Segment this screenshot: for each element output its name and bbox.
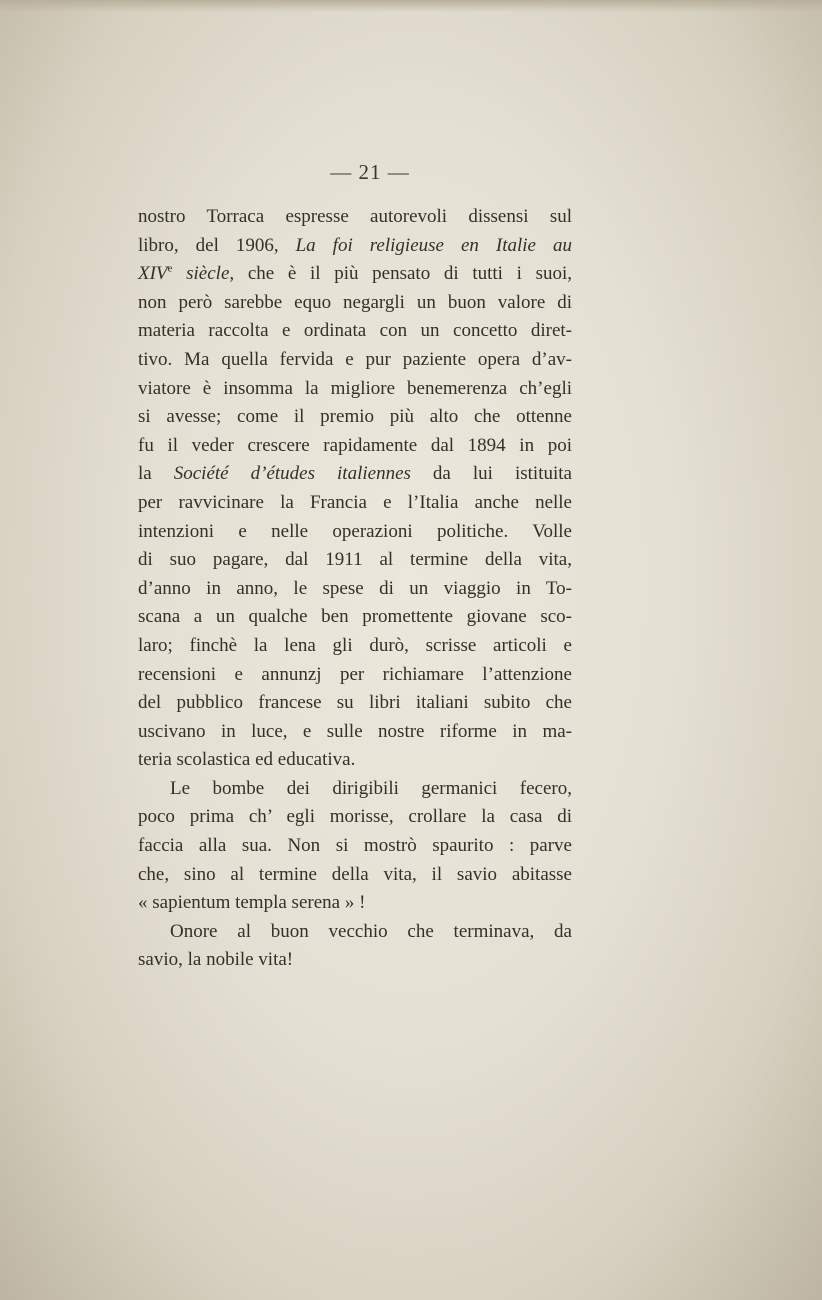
text-line: [138, 403, 572, 432]
text-line: [138, 317, 572, 346]
text-run: la: [138, 463, 174, 485]
text-line: [138, 689, 572, 718]
text-run: che, sino al termine della vita, il savio abitasse: [138, 863, 572, 885]
text-line: [138, 432, 572, 461]
text-line: [138, 460, 572, 489]
text-run: libro, del 1906,: [138, 234, 296, 256]
text-line: [138, 946, 572, 975]
text-run: viatore è insomma la migliore benemerenza ch’egli: [138, 377, 572, 399]
page-number: — 21 —: [330, 160, 410, 184]
text-line: [138, 203, 572, 232]
text-line: [138, 775, 572, 804]
text-run: si avesse; come il premio più alto che ottenne: [138, 406, 572, 428]
text-run: d’anno in anno, le spese di un viaggio in To-: [138, 577, 572, 599]
text-run: laro; finchè la lena gli durò, scrisse articoli e: [138, 634, 572, 656]
superscript: e: [167, 262, 173, 275]
text-line: [138, 918, 572, 947]
text-run: fu il veder crescere rapidamente dal 1894 in poi: [138, 434, 572, 456]
text-line: [138, 518, 572, 547]
text-run: [172, 263, 186, 284]
text-run: di suo pagare, dal 1911 al termine della vita,: [138, 549, 572, 571]
text-line: [138, 661, 572, 690]
page-edge-shading: [0, 0, 822, 12]
text-run: intenzioni e nelle operazioni politiche. Volle: [138, 520, 572, 542]
text-run: « sapientum templa serena » !: [138, 892, 366, 914]
text-run: Le bombe dei dirigibili germanici fecero,: [170, 777, 572, 799]
text-line: [138, 718, 572, 747]
text-run: faccia alla sua. Non si mostrò spaurito : parve: [138, 835, 572, 857]
text-line: [138, 289, 572, 318]
text-line: [138, 603, 572, 632]
text-run: poco prima ch’ egli morisse, crollare la casa di: [138, 806, 572, 828]
text-line: [138, 546, 572, 575]
text-line: [138, 375, 572, 404]
text-run: del pubblico francese su libri italiani subito che: [138, 692, 572, 714]
text-line: [138, 489, 572, 518]
text-run: materia raccolta e ordinata con un concetto diret-: [138, 320, 572, 342]
body-text: [138, 203, 572, 975]
text-line: [138, 803, 572, 832]
text-run: che è il più pensato di tutti i suoi,: [234, 263, 573, 285]
text-run: savio, la nobile vita!: [138, 949, 294, 971]
text-line: [138, 861, 572, 890]
text-line: [138, 632, 572, 661]
text-run: uscivano in luce, e sulle nostre riforme in ma-: [138, 720, 572, 742]
text-run: Onore al buon vecchio che terminava, da: [170, 920, 572, 942]
text-line: [138, 746, 572, 775]
text-run: teria scolastica ed educativa.: [138, 749, 356, 771]
text-line: [138, 832, 572, 861]
italic-text-run: XIV: [138, 263, 168, 285]
text-line: [138, 575, 572, 604]
text-run: non però sarebbe equo negargli un buon valore di: [138, 291, 572, 313]
italic-text-run: siècle,: [186, 263, 235, 285]
text-line: [138, 889, 572, 918]
text-run: da lui istituita: [410, 463, 572, 485]
text-run: nostro Torraca espresse autorevoli dissensi sul: [138, 206, 572, 227]
italic-text-run: La foi religieuse en Italie au: [295, 234, 572, 256]
text-run: scana a un qualche ben promettente giovane sco-: [138, 606, 572, 628]
text-line: [138, 346, 572, 375]
text-run: per ravvicinare la Francia e l’Italia anche nelle: [138, 491, 572, 513]
text-line: [138, 260, 572, 289]
italic-text-run: Société d’études italiennes: [173, 463, 411, 485]
text-run: recensioni e annunzj per richiamare l’attenzione: [138, 663, 572, 685]
text-line: [138, 232, 572, 261]
text-run: tivo. Ma quella fervida e pur paziente opera d’av-: [138, 348, 572, 370]
